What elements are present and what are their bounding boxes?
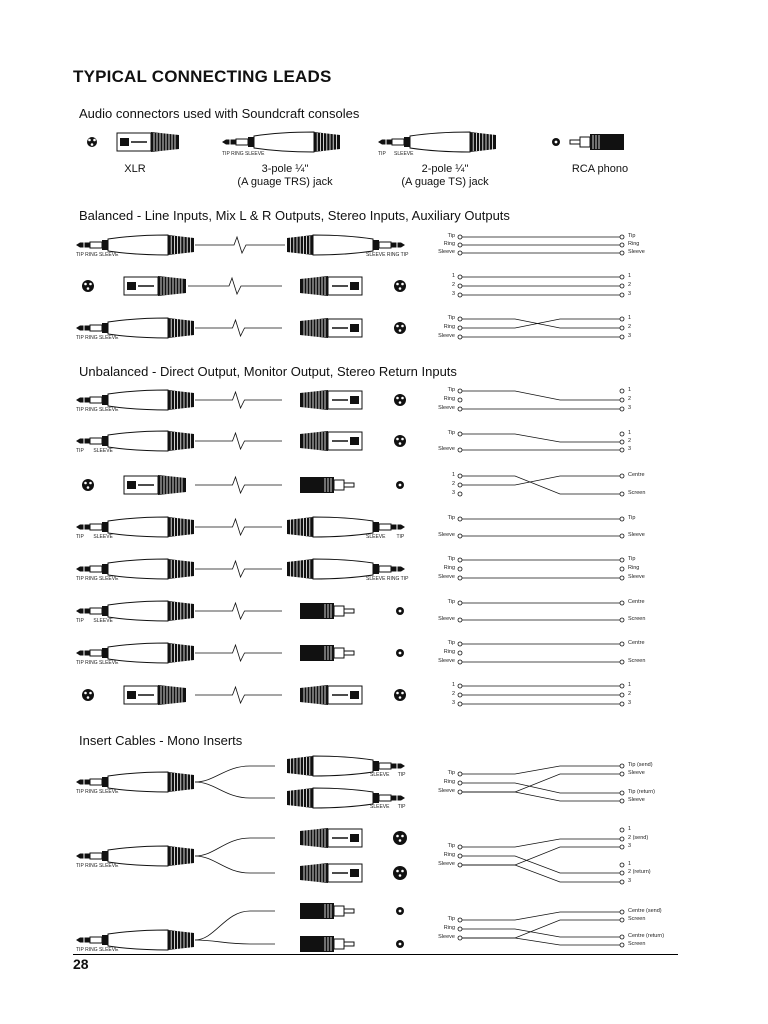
wire-label-left: Sleeve [438, 574, 455, 580]
plug-pin-label: TIP RING SLEEVE [76, 576, 119, 582]
wire-label-right: Tip [628, 515, 636, 521]
cable-zigzag [195, 433, 282, 449]
connector-face-icon [396, 481, 404, 489]
wire-label-right: 2 [628, 691, 632, 697]
xlr-face-icon [87, 137, 97, 147]
wire-label-right: Sleeve [628, 249, 645, 255]
connector-face-icon [394, 322, 406, 334]
wire-label-left: 1 [451, 273, 455, 279]
connector-face-icon [394, 435, 406, 447]
rca-plug-icon [300, 936, 354, 952]
wire-label-left: 2 [451, 691, 455, 697]
wire-label-right: Screen [628, 490, 646, 496]
wire-label-left: Ring [443, 565, 455, 571]
ts-caption-line2: (A guage TS) jack [401, 176, 489, 188]
wire-label-right: 3 [628, 843, 632, 849]
wire-label-right: 2 (return) [628, 869, 651, 875]
wiring-insert-3 [458, 910, 624, 947]
wire-label-right: 3 [628, 333, 632, 339]
wire-label-right: 2 (send) [628, 835, 649, 841]
wire-label-left: Sleeve [438, 532, 455, 538]
wire-label-right: Ring [628, 241, 640, 247]
wire-label-left: Sleeve [438, 658, 455, 664]
rca-face-icon [552, 138, 560, 146]
connector-face-icon [394, 689, 406, 701]
wire-label-left: Tip [447, 430, 455, 436]
cable-zigzag [195, 519, 282, 535]
wire-label-right: 3 [628, 446, 632, 452]
wire-label-left: Sleeve [438, 616, 455, 622]
trs-pin-legend: TIP RING SLEEVE [222, 151, 265, 157]
wire-label-left: Tip [447, 843, 455, 849]
wire-label-right: 3 [628, 291, 632, 297]
wiring-unbalanced-4 [458, 517, 624, 538]
connector-face-icon [393, 866, 407, 880]
connector-face-icon [396, 940, 404, 948]
xlr-plug-icon [124, 685, 186, 705]
rca-caption: RCA phono [571, 163, 629, 175]
ts-pin-legend: TIP SLEEVE [378, 151, 414, 157]
plug-pin-label: SLEEVE RING TIP [366, 576, 409, 582]
plug-pin-label: SLEEVE TIP [370, 772, 406, 778]
insert-split-cable [195, 911, 275, 944]
wire-label-right: Sleeve [628, 797, 645, 803]
wire-label-left: Tip [447, 640, 455, 646]
plug-pin-label: SLEEVE RING TIP [366, 252, 409, 258]
cable-zigzag [195, 603, 282, 619]
xlr-plug-icon [300, 431, 362, 451]
wire-label-left: 3 [451, 490, 455, 496]
wire-label-right: Screen [628, 941, 646, 947]
wire-label-right: Tip (send) [628, 762, 653, 768]
rca-plug-icon [300, 477, 354, 493]
wire-label-left: 1 [451, 682, 455, 688]
wire-label-left: 1 [451, 472, 455, 478]
wire-label-right: 1 [628, 273, 632, 279]
cable-zigzag [195, 687, 282, 703]
wire-label-left: Tip [447, 599, 455, 605]
plug-pin-label: SLEEVE TIP [366, 534, 405, 540]
xlr-plug-icon [300, 318, 362, 338]
connector-face-icon [82, 689, 94, 701]
wire-label-left: 3 [451, 291, 455, 297]
trs-reference-plug-icon [222, 132, 340, 152]
wire-label-left: Sleeve [438, 405, 455, 411]
xlr-plug-icon [300, 863, 362, 883]
wiring-insert-1 [458, 764, 624, 803]
connector-face-icon [393, 831, 407, 845]
wire-label-right: 2 [628, 396, 632, 402]
rca-plug-icon [300, 645, 354, 661]
plug-pin-label: TIP RING SLEEVE [76, 947, 119, 953]
plug-pin-label: SLEEVE TIP [370, 804, 406, 810]
insert-split-cable [195, 766, 275, 798]
xlr-plug-icon [300, 276, 362, 296]
wire-label-right: Tip [628, 233, 636, 239]
wire-label-right: Sleeve [628, 770, 645, 776]
wire-label-left: Tip [447, 515, 455, 521]
connector-face-icon [82, 479, 94, 491]
ts-reference-plug-icon [378, 132, 496, 152]
wiring-unbalanced-7 [458, 642, 624, 664]
cable-zigzag [195, 645, 282, 661]
plug-pin-label: TIP RING SLEEVE [76, 252, 119, 258]
wire-label-right: 1 [628, 826, 632, 832]
cable-zigzag [195, 320, 282, 336]
wire-label-left: Ring [443, 396, 455, 402]
wire-label-left: Tip [447, 916, 455, 922]
wiring-unbalanced-5 [458, 558, 624, 580]
cable-zigzag [188, 278, 282, 294]
rca-reference-plug-icon [570, 134, 624, 150]
wire-label-left: Ring [443, 324, 455, 330]
section-heading-insert: Insert Cables - Mono Inserts [79, 733, 243, 748]
plug-pin-label: TIP SLEEVE [76, 534, 113, 540]
wire-label-right: Screen [628, 916, 646, 922]
wire-label-right: 2 [628, 438, 632, 444]
xlr-plug-icon [300, 685, 362, 705]
wire-label-left: Ring [443, 852, 455, 858]
cable-zigzag [195, 561, 282, 577]
wire-label-right: Centre [628, 599, 645, 605]
xlr-plug-icon [300, 828, 362, 848]
wire-label-right: 1 [628, 682, 632, 688]
rca-plug-icon [300, 903, 354, 919]
wire-label-left: Ring [443, 779, 455, 785]
wire-label-right: 1 [628, 430, 632, 436]
wire-label-right: 1 [628, 861, 632, 867]
wire-label-right: Centre (send) [628, 908, 662, 914]
plug-pin-label: TIP SLEEVE [76, 618, 113, 624]
wire-label-right: 1 [628, 315, 632, 321]
trs-caption-line1: 3-pole ¼" [261, 163, 309, 175]
insert-split-cable [195, 838, 275, 873]
plug-pin-label: TIP RING SLEEVE [76, 335, 119, 341]
wiring-xlr-xlr [458, 275, 624, 297]
wire-label-left: Tip [447, 233, 455, 239]
wire-label-left: 2 [451, 282, 455, 288]
wire-label-right: 2 [628, 282, 632, 288]
ts-caption-line1: 2-pole ¼" [421, 163, 469, 175]
connector-face-icon [396, 607, 404, 615]
wiring-trs-trs [458, 235, 624, 255]
section-heading-connectors: Audio connectors used with Soundcraft consoles [79, 106, 360, 121]
wire-label-right: 2 [628, 324, 632, 330]
connector-face-icon [82, 280, 94, 292]
wire-label-left: Sleeve [438, 788, 455, 794]
connector-face-icon [396, 649, 404, 657]
trs-caption-line2: (A guage TRS) jack [237, 176, 333, 188]
wire-label-right: 1 [628, 387, 632, 393]
connector-face-icon [396, 907, 404, 915]
wire-label-right: Sleeve [628, 574, 645, 580]
wire-label-right: Centre [628, 472, 645, 478]
page-title: TYPICAL CONNECTING LEADS [73, 67, 332, 86]
wire-label-right: Tip (return) [628, 789, 655, 795]
connector-face-icon [394, 280, 406, 292]
wire-label-left: Tip [447, 387, 455, 393]
wire-label-right: 3 [628, 700, 632, 706]
rca-plug-icon [300, 603, 354, 619]
section-heading-balanced: Balanced - Line Inputs, Mix L & R Outputs, Stereo Inputs, Auxiliary Outputs [79, 208, 510, 223]
wire-label-right: Centre [628, 640, 645, 646]
cable-zigzag [195, 477, 282, 493]
xlr-reference-plug-icon [117, 132, 179, 152]
wiring-unbalanced-3 [458, 474, 624, 496]
wire-label-left: Sleeve [438, 249, 455, 255]
plug-pin-label: TIP RING SLEEVE [76, 863, 119, 869]
plug-pin-label: TIP RING SLEEVE [76, 660, 119, 666]
xlr-caption: XLR [124, 163, 146, 175]
plug-pin-label: TIP SLEEVE [76, 448, 113, 454]
wiring-unbalanced-8 [458, 684, 624, 706]
wire-label-right: Screen [628, 658, 646, 664]
wire-label-right: Tip [628, 556, 636, 562]
wire-label-right: 3 [628, 405, 632, 411]
wiring-unbalanced-1 [458, 389, 624, 411]
wire-label-left: Sleeve [438, 446, 455, 452]
wire-label-left: Sleeve [438, 934, 455, 940]
xlr-plug-icon [300, 390, 362, 410]
plug-pin-label: TIP RING SLEEVE [76, 407, 119, 413]
wiring-unbalanced-2 [458, 432, 624, 452]
wire-label-left: Ring [443, 649, 455, 655]
plug-pin-label: TIP RING SLEEVE [76, 789, 119, 795]
wire-label-left: Ring [443, 241, 455, 247]
wire-label-left: Tip [447, 556, 455, 562]
wire-label-left: Sleeve [438, 861, 455, 867]
wire-label-left: Tip [447, 315, 455, 321]
wire-label-right: 3 [628, 878, 632, 884]
wire-label-left: 2 [451, 481, 455, 487]
wire-label-left: Sleeve [438, 333, 455, 339]
wiring-insert-2 [458, 828, 624, 884]
wire-label-right: Sleeve [628, 532, 645, 538]
cable-zigzag [195, 237, 285, 253]
xlr-plug-icon [124, 276, 186, 296]
wire-label-left: Tip [447, 770, 455, 776]
cable-zigzag [195, 392, 282, 408]
wire-label-right: Centre (return) [628, 933, 665, 939]
connector-face-icon [394, 394, 406, 406]
xlr-plug-icon [124, 475, 186, 495]
wiring-trs-xlr [458, 317, 624, 339]
wire-label-left: 3 [451, 700, 455, 706]
wire-label-right: Ring [628, 565, 640, 571]
wiring-unbalanced-6 [458, 601, 624, 622]
wire-label-left: Ring [443, 925, 455, 931]
page-number: 28 [73, 956, 89, 972]
footer-rule [73, 954, 678, 955]
wire-label-right: Screen [628, 616, 646, 622]
section-heading-unbalanced: Unbalanced - Direct Output, Monitor Output, Stereo Return Inputs [79, 364, 457, 379]
